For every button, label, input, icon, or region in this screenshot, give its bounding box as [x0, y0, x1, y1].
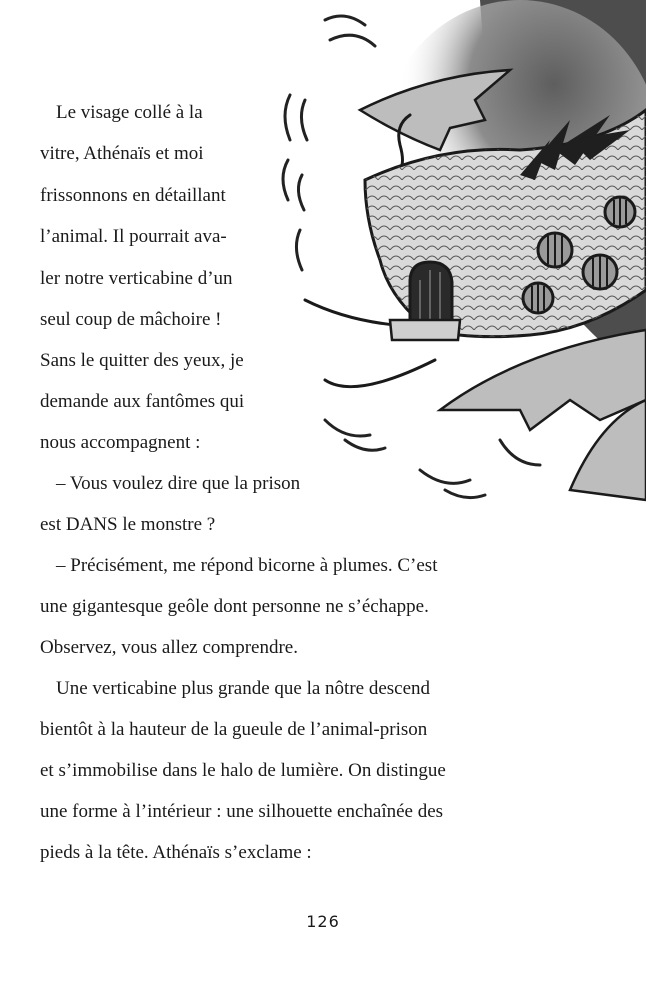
monster-prison-illustration	[270, 0, 646, 510]
text-line: une forme à l’intérieur : une silhouette enchaînée des	[40, 801, 444, 822]
text-line: frissonnons en détaillant	[40, 185, 226, 206]
text-line: seul coup de mâchoire !	[40, 309, 222, 330]
text-line: demande aux fantômes qui	[40, 391, 245, 412]
text-line: Sans le quitter des yeux, je	[40, 350, 244, 371]
text-line: l’animal. Il pourrait ava-	[40, 226, 227, 247]
text-line: une gigantesque geôle dont personne ne s’échappe.	[40, 596, 429, 617]
text-line: Observez, vous allez comprendre.	[40, 637, 298, 658]
text-line: – Précisément, me répond bicorne à plumes. C’est	[56, 555, 438, 576]
text-line: ler notre verticabine d’un	[40, 268, 233, 289]
page-number: 126	[306, 912, 340, 931]
text-line: Le visage collé à la	[56, 102, 203, 123]
text-line: vitre, Athénaïs et moi	[40, 143, 204, 164]
text-line: Une verticabine plus grande que la nôtre descend	[56, 678, 431, 699]
text-line: nous accompagnent :	[40, 432, 201, 453]
text-line: et s’immobilise dans le halo de lumière. On distingue	[40, 760, 446, 781]
text-line: – Vous voulez dire que la prison	[56, 473, 301, 494]
text-line: bientôt à la hauteur de la gueule de l’animal-prison	[40, 719, 428, 740]
text-line: est DANS le monstre ?	[40, 514, 216, 535]
text-line: pieds à la tête. Athénaïs s’exclame :	[40, 842, 312, 863]
